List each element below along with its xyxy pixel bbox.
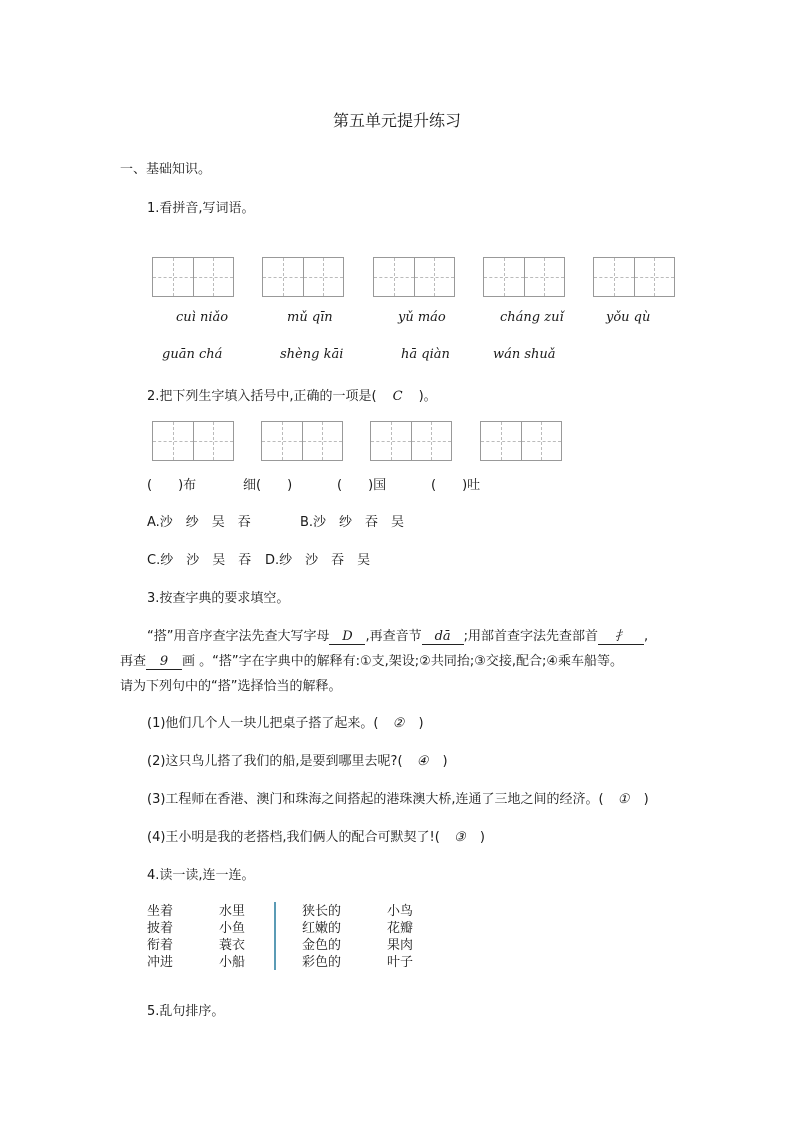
page-title: 第五单元提升练习 — [332, 111, 461, 130]
answer-radical: 扌 — [598, 625, 644, 645]
answer-letter: D — [329, 629, 365, 645]
match-column-nouns — [387, 903, 413, 971]
match-item[interactable]: 果肉 — [387, 938, 414, 953]
pinyin-word: guān chá — [162, 347, 223, 362]
writing-grid[interactable] — [261, 421, 343, 461]
answer-syllable: dā — [422, 629, 464, 645]
match-item[interactable]: 狭长的 — [302, 904, 342, 919]
fill-item: ( )吐 — [431, 478, 481, 493]
q5-label: 5.乱句排序。 — [147, 1004, 225, 1019]
match-item[interactable]: 彩色的 — [302, 955, 342, 970]
match-item[interactable]: 金色的 — [302, 938, 342, 953]
pinyin-word: hā qiàn — [401, 347, 450, 362]
q4-label: 4.读一读,连一连。 — [147, 868, 255, 883]
option-b: B.沙 纱 吞 吴 — [300, 515, 405, 530]
writing-grid[interactable] — [480, 421, 562, 461]
column-divider — [274, 902, 276, 970]
q2-answer: C — [392, 389, 403, 404]
match-item[interactable]: 坐着 — [147, 904, 174, 919]
sentence-answer: ① — [617, 792, 630, 807]
pinyin-word: yǒu qù — [606, 310, 651, 325]
pinyin-word: shèng kāi — [280, 347, 344, 362]
q3-label: 3.按查字典的要求填空。 — [147, 591, 290, 606]
match-item[interactable]: 红嫩的 — [302, 921, 342, 936]
section-heading: 一、基础知识。 — [120, 162, 212, 177]
match-item[interactable]: 小船 — [219, 955, 246, 970]
sentence-answer: ③ — [454, 830, 466, 845]
match-column-objects — [219, 903, 245, 971]
fill-item: 细( ) — [243, 478, 293, 493]
option-c: C.纱 沙 吴 吞 — [147, 553, 252, 568]
match-item[interactable]: 小鸟 — [387, 904, 414, 919]
match-item[interactable]: 花瓣 — [387, 921, 414, 936]
q3-sentence-2: (2)这只鸟儿搭了我们的船,是要到哪里去呢?( ④ ) — [147, 754, 448, 769]
q3-sentence-3: (3)工程师在香港、澳门和珠海之间搭起的港珠澳大桥,连通了三地之间的经济。( ① ) — [147, 792, 649, 807]
match-item[interactable]: 叶子 — [387, 955, 414, 970]
match-item[interactable]: 衔着 — [147, 938, 174, 953]
q2-label: 2.把下列生字填入括号中,正确的一项是( C )。 — [147, 389, 437, 404]
q3-sentence-1: (1)他们几个人一块儿把桌子搭了起来。( ② ) — [147, 716, 424, 731]
pinyin-word: wán shuǎ — [493, 347, 556, 362]
option-a: A.沙 纱 吴 吞 — [147, 515, 251, 530]
match-item[interactable]: 冲进 — [147, 955, 174, 970]
sentence-answer: ② — [392, 716, 405, 731]
writing-grid[interactable] — [152, 257, 234, 297]
q1-label: 1.看拼音,写词语。 — [147, 201, 255, 216]
pinyin-word: cháng zuǐ — [500, 310, 564, 325]
match-column-adjectives — [302, 903, 341, 971]
match-column-verbs — [147, 903, 173, 971]
answer-strokes: 9 — [146, 654, 182, 670]
fill-item: ( )布 — [147, 478, 197, 493]
match-item[interactable]: 披着 — [147, 921, 174, 936]
writing-grid[interactable] — [593, 257, 675, 297]
q3-instruction: 请为下列句中的“搭”选择恰当的解释。 — [120, 679, 342, 694]
writing-grid[interactable] — [373, 257, 455, 297]
match-item[interactable]: 小鱼 — [219, 921, 246, 936]
match-item[interactable]: 水里 — [219, 904, 246, 919]
q3-paragraph-2: 再查 9 画 。“搭”字在字典中的解释有:①支,架设;②共同抬;③交接,配合;④乘车船等。 — [120, 654, 624, 669]
match-item[interactable]: 蓑衣 — [219, 938, 246, 953]
writing-grid[interactable] — [483, 257, 565, 297]
option-d: D.纱 沙 吞 吴 — [265, 553, 371, 568]
fill-item: ( )国 — [337, 478, 387, 493]
pinyin-word: cuì niǎo — [176, 310, 229, 325]
writing-grid[interactable] — [262, 257, 344, 297]
writing-grid[interactable] — [370, 421, 452, 461]
writing-grid[interactable] — [152, 421, 234, 461]
pinyin-word: mǔ qīn — [287, 310, 333, 325]
sentence-answer: ④ — [416, 754, 429, 769]
q3-paragraph-1: “搭”用音序查字法先查大写字母 D ,再查音节 dā ;用部首查字法先查部首 扌 , — [147, 625, 648, 645]
q3-sentence-4: (4)王小明是我的老搭档,我们俩人的配合可默契了!( ③ ) — [147, 830, 485, 845]
pinyin-word: yǔ máo — [398, 310, 446, 325]
